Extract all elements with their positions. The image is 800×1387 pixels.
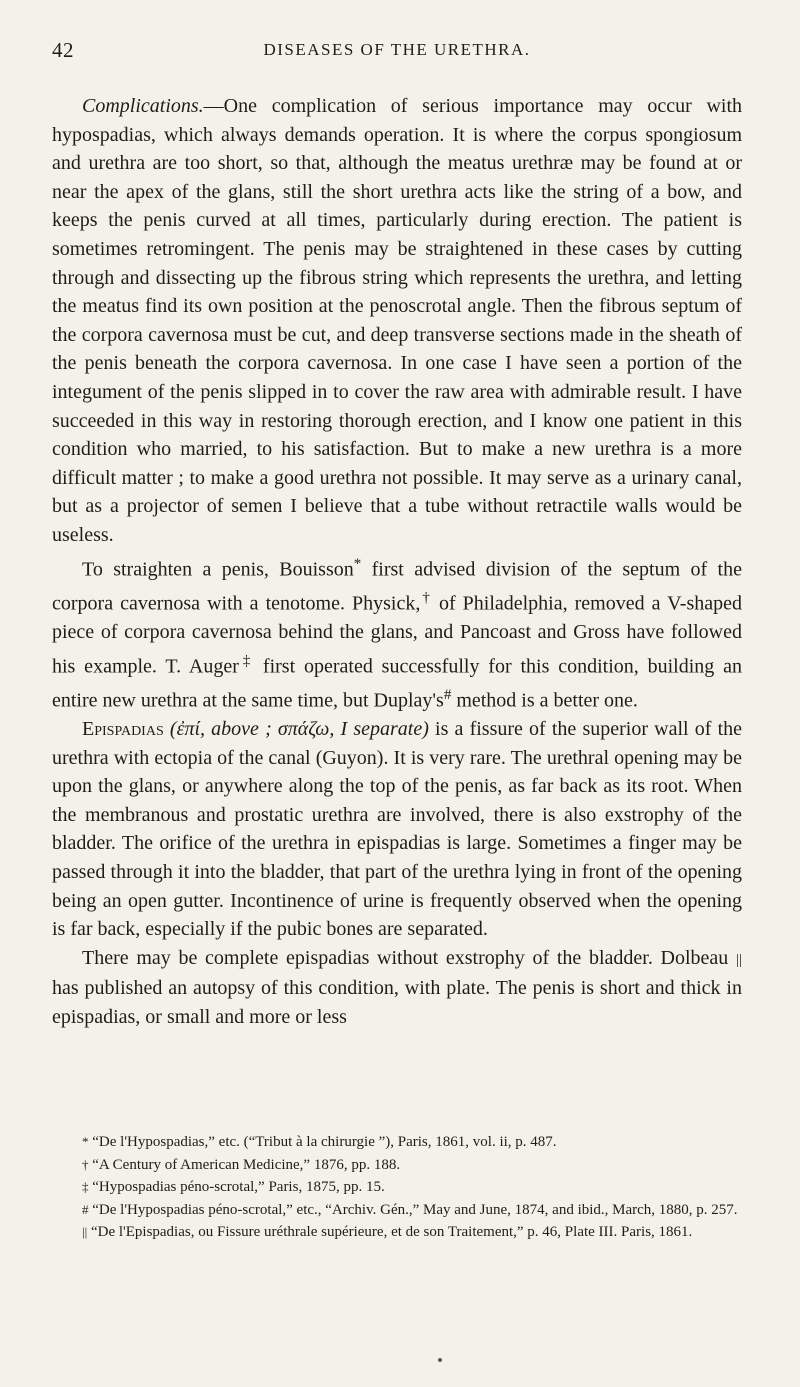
footnote <box>52 1176 742 1199</box>
footnote-ref: || <box>735 951 742 968</box>
paragraph-text: —One complication of serious importance may occur with hypospadias, which always demands operation. It is where the corpus spongiosum and urethra are too short, so that, although the meatus urethræ may be found at or near the apex of the glans, still the short urethra acts like the string of a bow, and keeps the penis curved at all times, particularly during erection. The patient is sometimes retromingent. The penis may be straightened in these cases by cutting through and dissecting up the fibrous string which represents the urethra, and letting the meatus find its own position at the penoscrotal angle. Then the fibrous septum of the corpora cavernosa must be cut, and deep transverse sections made in the sheath of the penis beneath the corpora cavernosa. In one case I have seen a portion of the integument of the penis slipped in to cover the raw area with admirable result. I have succeeded in this way in restoring thorough erection, and I know one patient in this condition who married, to his satisfaction. But to make a new urethra is a more difficult matter ; to make a good urethra not possible. It may serve as a urinary canal, but as a projector of semen I believe that a tube without retractile walls would be useless. <box>52 95 742 546</box>
paragraph-text: There may be complete epispadias without exstrophy of the bladder. Dolbeau <box>82 946 729 969</box>
footnote-mark: † <box>82 1156 89 1172</box>
footnote-text: “Hypospadias péno-scrotal,” Paris, 1875, pp. 15. <box>92 1179 385 1195</box>
footnote-text: “De l'Hypospadias péno-scrotal,” etc., “Archiv. Gén.,” May and June, 1874, and ibid., March, 1880, p. 257. <box>92 1201 738 1218</box>
footnote-mark: # <box>82 1201 89 1217</box>
footnote-ref: * <box>353 555 362 572</box>
ink-speck <box>438 1358 442 1362</box>
body-text <box>52 92 742 1032</box>
footnote-ref: † <box>420 589 432 606</box>
running-title: DISEASES OF THE URETHRA. <box>263 40 531 59</box>
paragraph-text: first advised division of the septum of the corpora cavernosa with a tenotome. Physick, <box>52 558 742 615</box>
footnote-mark: * <box>82 1134 89 1149</box>
footnote-text: “De l'Epispadias, ou Fissure uréthrale supérieure, et de son Traitement,” p. 46, Plate III. Paris, 1861. <box>90 1224 693 1240</box>
section-heading-complications: Complications. <box>82 95 204 117</box>
footnotes <box>52 1131 742 1244</box>
paragraph-epispadias <box>52 715 742 944</box>
footnote-ref: ‡ <box>238 652 255 669</box>
etymology: (ἐπί, above ; σπάζω, I separate) <box>169 718 429 741</box>
paragraph-straighten <box>52 550 742 716</box>
paragraph-text: first operated successfully for this condition, building an entire new urethra at the same time, but Duplay's <box>52 655 742 712</box>
footnote <box>52 1199 742 1222</box>
footnote <box>52 1154 742 1177</box>
paragraph-text: has published an autopsy of this condition, with plate. The penis is short and thick in epispadias, or small and more or less <box>52 977 742 1029</box>
footnote-mark: ‡ <box>82 1179 89 1194</box>
paragraph-complications <box>52 92 742 550</box>
footnote-text: “De l'Hypospadias,” etc. (“Tribut à la chirurgie ”), Paris, 1861, vol. ii, p. 487. <box>92 1134 557 1150</box>
footnote <box>52 1221 742 1244</box>
page-header <box>52 38 742 64</box>
paragraph-text: of Philadelphia, removed a V-shaped piece of corpora cavernosa behind the glans, and Pancoast and Gross have followed his example. T. Auger <box>52 592 742 678</box>
paragraph-text: To straighten a penis, Bouisson <box>82 558 354 581</box>
page-number: 42 <box>52 38 74 62</box>
paragraph-text: method is a better one. <box>451 689 638 712</box>
footnote-mark: || <box>82 1224 88 1239</box>
paragraph-complete-epispadias <box>52 944 742 1032</box>
footnote-ref: # <box>443 686 452 703</box>
paragraph-text: is a fissure of the superior wall of the urethra with ectopia of the canal (Guyon). It is very rare. The urethral opening may be upon the glans, or anywhere along the top of the penis, as far back as its root. When the membranous and prostatic urethra are involved, there is also exstrophy of the bladder. The orifice of the urethra in epispadias is large. Sometimes a finger may be passed through it into the bladder, that part of the urethra lying in front of the opening being an open gutter. Incontinence of urine is frequently observed when the opening is far back, especially if the pubic bones are separated. <box>52 718 743 941</box>
footnote <box>52 1131 742 1154</box>
term-epispadias: Epispadias <box>82 718 164 741</box>
footnote-text: “A Century of American Medicine,” 1876, pp. 188. <box>92 1156 401 1173</box>
